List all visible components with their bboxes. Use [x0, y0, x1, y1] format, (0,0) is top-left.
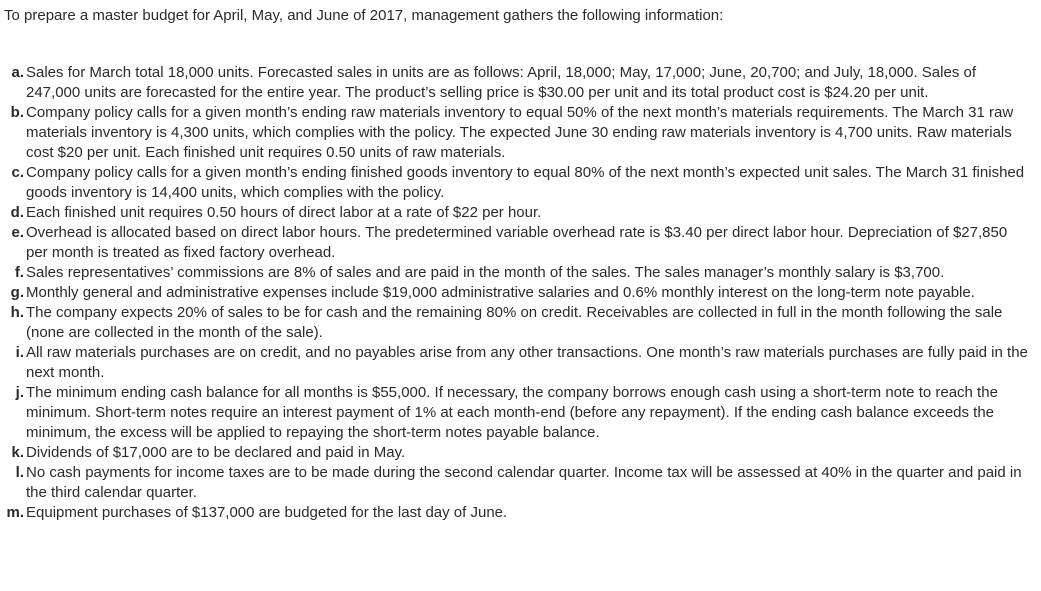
list-item-b [4, 103, 1041, 163]
item-text: Company policy calls for a given month’s ending finished goods inventory to equal 80% of the next month’s expected unit sales. The March 31 finished goods inventory is 14,400 units, which complies with the policy. [26, 164, 1025, 201]
item-text: Overhead is allocated based on direct labor hours. The predetermined variable overhead rate is $3.40 per direct labor hour. Depreciation of $27,850 per month is treated as fixed factory overhead. [26, 224, 1008, 261]
item-letter: l. [15, 464, 24, 481]
list-item-h [4, 303, 1041, 343]
list-item-e [4, 223, 1041, 263]
item-letter: a. [11, 64, 24, 81]
list-item-g [4, 283, 1041, 303]
list-item-i [4, 343, 1041, 383]
item-text: Monthly general and administrative expenses include $19,000 administrative salaries and 0.6% monthly interest on the long-term note payable. [26, 284, 975, 301]
item-text: No cash payments for income taxes are to be made during the second calendar quarter. Income tax will be assessed at 40% in the quarter and paid in the third calendar quarter. [26, 464, 1022, 501]
item-text: The minimum ending cash balance for all months is $55,000. If necessary, the company borrows enough cash using a short-term note to reach the minimum. Short-term notes require an interest payment of 1% at each month-end (before any repayment). If the ending cash balance exceeds the minimum, the excess will be applied to repaying the short-term notes payable balance. [26, 384, 998, 441]
item-text: Dividends of $17,000 are to be declared and paid in May. [26, 444, 406, 461]
item-letter: c. [11, 164, 24, 181]
list-item-l [4, 463, 1041, 503]
item-text: The company expects 20% of sales to be for cash and the remaining 80% on credit. Receivables are collected in full in the month following the sale (none are collected in the month of the sale). [26, 304, 1003, 341]
item-letter: f. [14, 264, 24, 281]
list-item-k [4, 443, 1041, 463]
item-letter: g. [10, 284, 24, 301]
item-letter: i. [15, 344, 24, 361]
item-letter: e. [11, 224, 24, 241]
item-text: Equipment purchases of $137,000 are budgeted for the last day of June. [26, 504, 508, 521]
item-letter: j. [15, 384, 24, 401]
item-text: Sales for March total 18,000 units. Forecasted sales in units are as follows: April, 18,000; May, 17,000; June, 20,700; and July, 18,000. Sales of 247,000 units are forecasted for the entire year. The product’s selling price is $30.00 per unit and its total product cost is $24.20 per unit. [26, 64, 976, 101]
item-text: Company policy calls for a given month’s ending raw materials inventory to equal 50% of the next month’s materials requirements. The March 31 raw materials inventory is 4,300 units, which complies with the policy. The expected June 30 ending raw materials inventory is 4,700 units. Raw materials cost $20 per unit. Each finished unit requires 0.50 units of raw materials. [26, 104, 1014, 161]
item-letter: m. [6, 504, 24, 521]
item-text: Each finished unit requires 0.50 hours of direct labor at a rate of $22 per hour. [26, 204, 542, 221]
list-item-d [4, 203, 1041, 223]
item-text: Sales representatives’ commissions are 8% of sales and are paid in the month of the sales. The sales manager’s monthly salary is $3,700. [26, 264, 945, 281]
item-letter: d. [10, 204, 24, 221]
list-item-j [4, 383, 1041, 443]
item-letter: h. [10, 304, 24, 321]
list-item-c [4, 163, 1041, 203]
item-letter: b. [10, 104, 24, 121]
item-text: All raw materials purchases are on credit, and no payables arise from any other transactions. One month’s raw materials purchases are fully paid in the next month. [26, 344, 1028, 381]
information-list [4, 63, 1041, 523]
list-item-m [4, 503, 1041, 523]
intro-text: To prepare a master budget for April, May, and June of 2017, management gathers the following information: [4, 7, 724, 24]
list-item-a [4, 63, 1041, 103]
item-letter: k. [11, 444, 24, 461]
list-item-f [4, 263, 1041, 283]
